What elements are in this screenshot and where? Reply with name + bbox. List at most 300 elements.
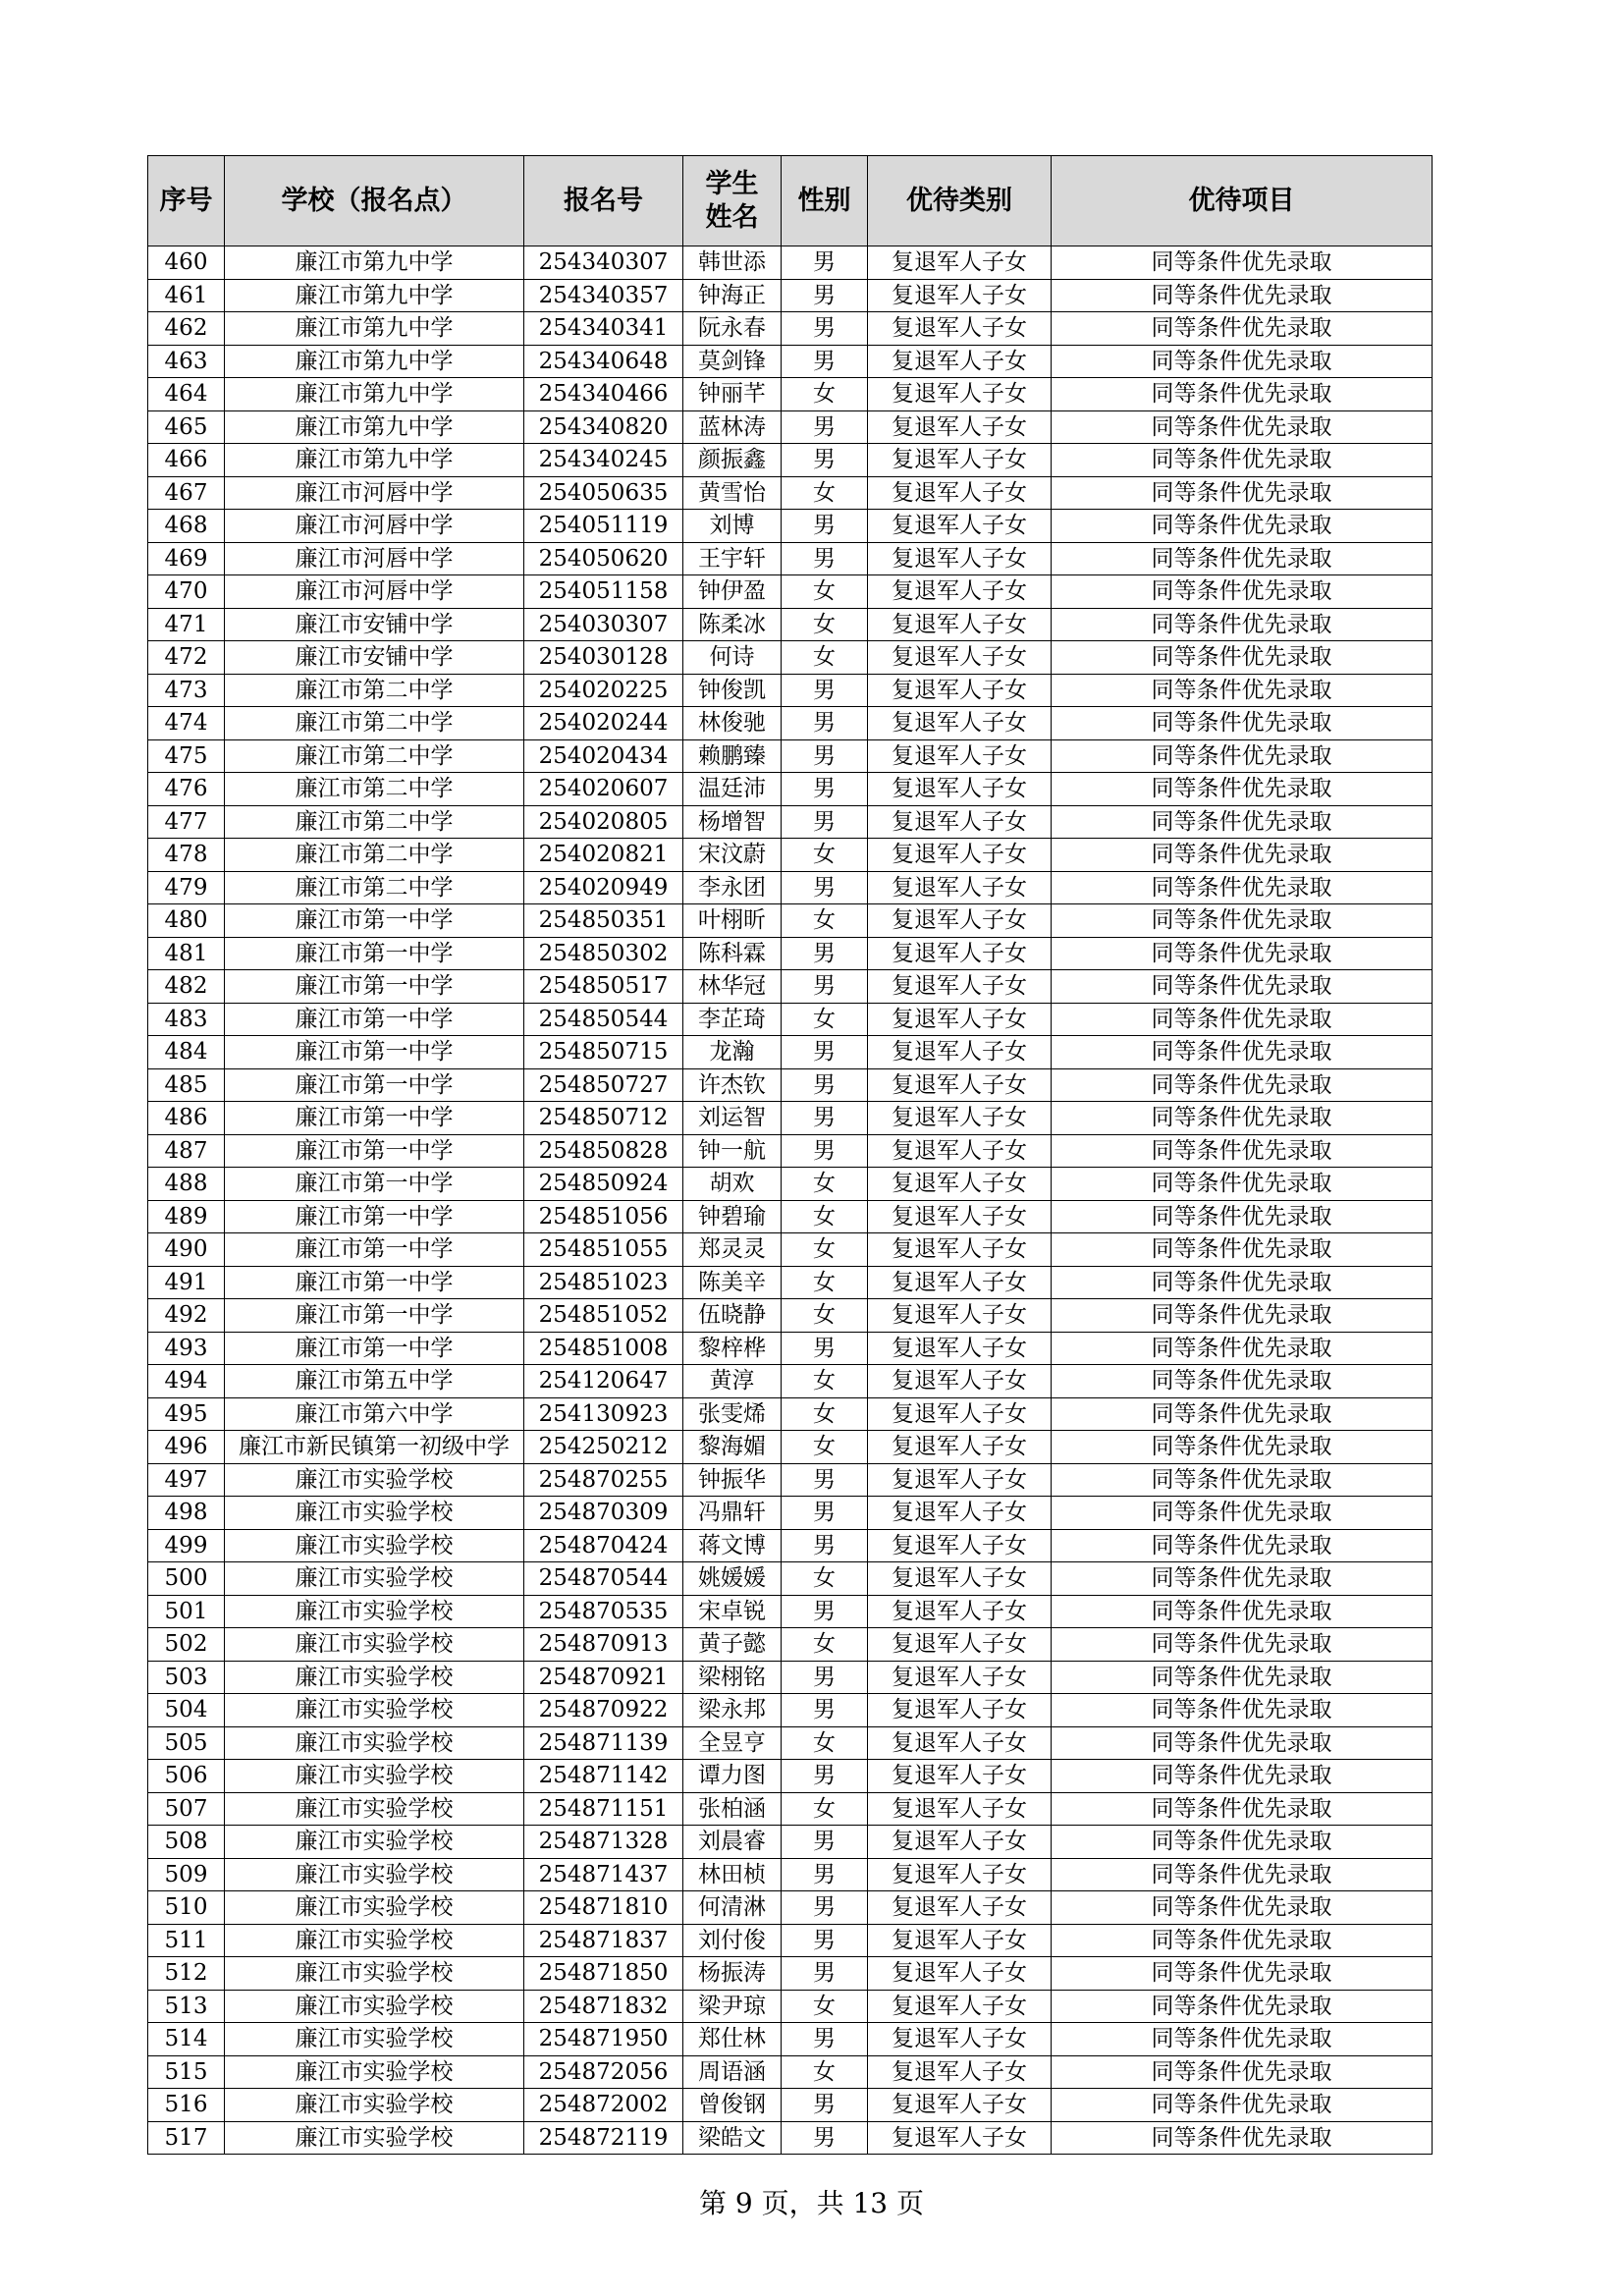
cell-student-name: 杨振涛 — [683, 1957, 782, 1991]
cell-gender: 男 — [782, 1924, 868, 1957]
cell-item: 同等条件优先录取 — [1052, 773, 1433, 806]
cell-student-name: 黄淳 — [683, 1365, 782, 1398]
cell-index: 515 — [148, 2055, 225, 2089]
cell-category: 复退军人子女 — [868, 542, 1052, 575]
cell-school: 廉江市河唇中学 — [225, 510, 524, 543]
cell-school: 廉江市实验学校 — [225, 1924, 524, 1957]
cell-student-name: 林华冠 — [683, 970, 782, 1004]
cell-item: 同等条件优先录取 — [1052, 937, 1433, 970]
cell-registration-no: 254871837 — [524, 1924, 683, 1957]
table-row — [148, 1200, 1433, 1233]
cell-registration-no: 254120647 — [524, 1365, 683, 1398]
table-row — [148, 1792, 1433, 1826]
cell-gender: 女 — [782, 2055, 868, 2089]
cell-item: 同等条件优先录取 — [1052, 510, 1433, 543]
cell-category: 复退军人子女 — [868, 1003, 1052, 1036]
cell-category: 复退军人子女 — [868, 1431, 1052, 1464]
cell-gender: 男 — [782, 1497, 868, 1530]
cell-registration-no: 254020607 — [524, 773, 683, 806]
cell-registration-no: 254871850 — [524, 1957, 683, 1991]
cell-registration-no: 254872056 — [524, 2055, 683, 2089]
table-row — [148, 970, 1433, 1004]
header-item: 优待项目 — [1052, 156, 1433, 246]
table-row — [148, 674, 1433, 707]
cell-school: 廉江市第一中学 — [225, 1233, 524, 1267]
cell-gender: 男 — [782, 773, 868, 806]
cell-registration-no: 254020244 — [524, 707, 683, 740]
cell-school: 廉江市第一中学 — [225, 970, 524, 1004]
cell-student-name: 全昱亨 — [683, 1726, 782, 1760]
cell-school: 廉江市实验学校 — [225, 1957, 524, 1991]
cell-registration-no: 254871437 — [524, 1858, 683, 1891]
cell-item: 同等条件优先录取 — [1052, 1891, 1433, 1925]
table-row — [148, 937, 1433, 970]
cell-category: 复退军人子女 — [868, 1760, 1052, 1793]
cell-index: 508 — [148, 1826, 225, 1859]
cell-school: 廉江市第一中学 — [225, 1200, 524, 1233]
cell-gender: 男 — [782, 1694, 868, 1727]
table-row — [148, 608, 1433, 641]
cell-index: 493 — [148, 1332, 225, 1365]
cell-item: 同等条件优先录取 — [1052, 1397, 1433, 1431]
cell-category: 复退军人子女 — [868, 1990, 1052, 2023]
cell-registration-no: 254870922 — [524, 1694, 683, 1727]
cell-school: 廉江市实验学校 — [225, 1858, 524, 1891]
cell-registration-no: 254340648 — [524, 345, 683, 378]
cell-category: 复退军人子女 — [868, 1924, 1052, 1957]
cell-item: 同等条件优先录取 — [1052, 1299, 1433, 1333]
cell-student-name: 韩世添 — [683, 246, 782, 280]
cell-index: 503 — [148, 1661, 225, 1694]
cell-gender: 男 — [782, 707, 868, 740]
cell-student-name: 黄子懿 — [683, 1628, 782, 1662]
table-row — [148, 2089, 1433, 2122]
cell-gender: 女 — [782, 608, 868, 641]
table-row — [148, 378, 1433, 411]
cell-item: 同等条件优先录取 — [1052, 641, 1433, 675]
cell-category: 复退军人子女 — [868, 510, 1052, 543]
cell-index: 471 — [148, 608, 225, 641]
cell-category: 复退军人子女 — [868, 1036, 1052, 1069]
cell-category: 复退军人子女 — [868, 1102, 1052, 1135]
cell-gender: 女 — [782, 1628, 868, 1662]
cell-item: 同等条件优先录取 — [1052, 1463, 1433, 1497]
cell-category: 复退军人子女 — [868, 246, 1052, 280]
cell-index: 486 — [148, 1102, 225, 1135]
admission-table — [147, 155, 1433, 2155]
table-row — [148, 1628, 1433, 1662]
cell-index: 511 — [148, 1924, 225, 1957]
cell-school: 廉江市安铺中学 — [225, 641, 524, 675]
cell-index: 505 — [148, 1726, 225, 1760]
cell-category: 复退军人子女 — [868, 1397, 1052, 1431]
table-row — [148, 1661, 1433, 1694]
cell-school: 廉江市第一中学 — [225, 1068, 524, 1102]
cell-student-name: 蒋文博 — [683, 1529, 782, 1562]
cell-index: 478 — [148, 839, 225, 872]
cell-registration-no: 254340466 — [524, 378, 683, 411]
cell-school: 廉江市第九中学 — [225, 378, 524, 411]
cell-gender: 男 — [782, 2089, 868, 2122]
cell-student-name: 刘博 — [683, 510, 782, 543]
cell-category: 复退军人子女 — [868, 1595, 1052, 1628]
cell-student-name: 杨增智 — [683, 805, 782, 839]
cell-registration-no: 254340245 — [524, 444, 683, 477]
cell-registration-no: 254850715 — [524, 1036, 683, 1069]
cell-gender: 男 — [782, 1332, 868, 1365]
cell-index: 516 — [148, 2089, 225, 2122]
cell-student-name: 颜振鑫 — [683, 444, 782, 477]
cell-index: 462 — [148, 312, 225, 346]
cell-gender: 男 — [782, 510, 868, 543]
cell-student-name: 黄雪怡 — [683, 476, 782, 510]
cell-student-name: 胡欢 — [683, 1168, 782, 1201]
cell-item: 同等条件优先录取 — [1052, 970, 1433, 1004]
table-row — [148, 1233, 1433, 1267]
cell-item: 同等条件优先录取 — [1052, 1497, 1433, 1530]
table-row — [148, 279, 1433, 312]
cell-gender: 女 — [782, 1233, 868, 1267]
cell-student-name: 陈科霖 — [683, 937, 782, 970]
cell-gender: 女 — [782, 1003, 868, 1036]
cell-student-name: 张柏涵 — [683, 1792, 782, 1826]
cell-registration-no: 254850302 — [524, 937, 683, 970]
cell-school: 廉江市第二中学 — [225, 839, 524, 872]
cell-school: 廉江市第一中学 — [225, 1332, 524, 1365]
cell-student-name: 钟丽芊 — [683, 378, 782, 411]
cell-student-name: 赖鹏臻 — [683, 739, 782, 773]
table-row — [148, 1826, 1433, 1859]
cell-registration-no: 254340307 — [524, 246, 683, 280]
cell-index: 489 — [148, 1200, 225, 1233]
cell-student-name: 冯鼎轩 — [683, 1497, 782, 1530]
cell-item: 同等条件优先录取 — [1052, 246, 1433, 280]
cell-category: 复退军人子女 — [868, 1134, 1052, 1168]
cell-category: 复退军人子女 — [868, 1826, 1052, 1859]
cell-category: 复退军人子女 — [868, 1891, 1052, 1925]
cell-category: 复退军人子女 — [868, 2121, 1052, 2155]
cell-index: 491 — [148, 1266, 225, 1299]
cell-index: 507 — [148, 1792, 225, 1826]
table-row — [148, 1003, 1433, 1036]
cell-item: 同等条件优先录取 — [1052, 805, 1433, 839]
cell-registration-no: 254050620 — [524, 542, 683, 575]
cell-index: 463 — [148, 345, 225, 378]
cell-registration-no: 254051119 — [524, 510, 683, 543]
cell-category: 复退军人子女 — [868, 2089, 1052, 2122]
cell-registration-no: 254851052 — [524, 1299, 683, 1333]
cell-index: 514 — [148, 2023, 225, 2056]
cell-gender: 女 — [782, 1562, 868, 1596]
cell-item: 同等条件优先录取 — [1052, 1266, 1433, 1299]
table-body — [148, 246, 1433, 2155]
cell-school: 廉江市第一中学 — [225, 1299, 524, 1333]
cell-gender: 女 — [782, 1397, 868, 1431]
cell-student-name: 陈美辛 — [683, 1266, 782, 1299]
cell-category: 复退军人子女 — [868, 904, 1052, 938]
cell-item: 同等条件优先录取 — [1052, 1529, 1433, 1562]
cell-category: 复退军人子女 — [868, 1463, 1052, 1497]
cell-student-name: 钟海正 — [683, 279, 782, 312]
cell-category: 复退军人子女 — [868, 1726, 1052, 1760]
cell-school: 廉江市第二中学 — [225, 739, 524, 773]
table-row — [148, 575, 1433, 609]
cell-index: 468 — [148, 510, 225, 543]
table-row — [148, 805, 1433, 839]
cell-gender: 男 — [782, 1957, 868, 1991]
cell-registration-no: 254850544 — [524, 1003, 683, 1036]
cell-school: 廉江市实验学校 — [225, 1726, 524, 1760]
cell-registration-no: 254871950 — [524, 2023, 683, 2056]
cell-category: 复退军人子女 — [868, 871, 1052, 904]
header-row — [148, 156, 1433, 246]
cell-index: 479 — [148, 871, 225, 904]
cell-student-name: 王宇轩 — [683, 542, 782, 575]
cell-category: 复退军人子女 — [868, 937, 1052, 970]
cell-gender: 男 — [782, 1529, 868, 1562]
cell-student-name: 梁永邦 — [683, 1694, 782, 1727]
cell-student-name: 李芷琦 — [683, 1003, 782, 1036]
cell-item: 同等条件优先录取 — [1052, 1168, 1433, 1201]
cell-school: 廉江市实验学校 — [225, 2023, 524, 2056]
cell-gender: 男 — [782, 312, 868, 346]
cell-item: 同等条件优先录取 — [1052, 1826, 1433, 1859]
cell-student-name: 宋卓锐 — [683, 1595, 782, 1628]
cell-registration-no: 254871810 — [524, 1891, 683, 1925]
cell-index: 488 — [148, 1168, 225, 1201]
cell-index: 497 — [148, 1463, 225, 1497]
cell-index: 494 — [148, 1365, 225, 1398]
table-row — [148, 1562, 1433, 1596]
cell-item: 同等条件优先录取 — [1052, 839, 1433, 872]
cell-category: 复退军人子女 — [868, 378, 1052, 411]
cell-registration-no: 254030307 — [524, 608, 683, 641]
cell-category: 复退军人子女 — [868, 1858, 1052, 1891]
cell-item: 同等条件优先录取 — [1052, 1726, 1433, 1760]
cell-registration-no: 254850712 — [524, 1102, 683, 1135]
cell-school: 廉江市第一中学 — [225, 937, 524, 970]
cell-item: 同等条件优先录取 — [1052, 1102, 1433, 1135]
cell-school: 廉江市安铺中学 — [225, 608, 524, 641]
cell-gender: 女 — [782, 575, 868, 609]
cell-gender: 男 — [782, 542, 868, 575]
cell-item: 同等条件优先录取 — [1052, 444, 1433, 477]
cell-item: 同等条件优先录取 — [1052, 707, 1433, 740]
header-school: 学校（报名点） — [225, 156, 524, 246]
cell-registration-no: 254871142 — [524, 1760, 683, 1793]
cell-gender: 男 — [782, 1134, 868, 1168]
cell-gender: 男 — [782, 2121, 868, 2155]
cell-gender: 男 — [782, 1760, 868, 1793]
cell-gender: 男 — [782, 2023, 868, 2056]
cell-registration-no: 254020821 — [524, 839, 683, 872]
cell-student-name: 钟伊盈 — [683, 575, 782, 609]
cell-student-name: 何清淋 — [683, 1891, 782, 1925]
header-student-name — [683, 156, 782, 246]
cell-student-name: 陈柔冰 — [683, 608, 782, 641]
cell-category: 复退军人子女 — [868, 1694, 1052, 1727]
cell-gender: 女 — [782, 1200, 868, 1233]
cell-student-name: 郑灵灵 — [683, 1233, 782, 1267]
cell-school: 廉江市第六中学 — [225, 1397, 524, 1431]
cell-category: 复退军人子女 — [868, 773, 1052, 806]
cell-school: 廉江市第二中学 — [225, 871, 524, 904]
cell-item: 同等条件优先录取 — [1052, 1694, 1433, 1727]
table-row — [148, 773, 1433, 806]
cell-student-name: 钟俊凯 — [683, 674, 782, 707]
cell-item: 同等条件优先录取 — [1052, 312, 1433, 346]
cell-item: 同等条件优先录取 — [1052, 279, 1433, 312]
cell-gender: 男 — [782, 1826, 868, 1859]
cell-gender: 男 — [782, 805, 868, 839]
cell-item: 同等条件优先录取 — [1052, 410, 1433, 444]
cell-school: 廉江市第九中学 — [225, 444, 524, 477]
table-row — [148, 1168, 1433, 1201]
cell-school: 廉江市第九中学 — [225, 312, 524, 346]
cell-school: 廉江市实验学校 — [225, 1628, 524, 1662]
cell-item: 同等条件优先录取 — [1052, 871, 1433, 904]
table-row — [148, 2121, 1433, 2155]
cell-category: 复退军人子女 — [868, 2023, 1052, 2056]
cell-school: 廉江市河唇中学 — [225, 542, 524, 575]
cell-registration-no: 254851056 — [524, 1200, 683, 1233]
cell-student-name: 曾俊钢 — [683, 2089, 782, 2122]
cell-item: 同等条件优先录取 — [1052, 1332, 1433, 1365]
cell-item: 同等条件优先录取 — [1052, 2121, 1433, 2155]
cell-registration-no: 254340357 — [524, 279, 683, 312]
cell-index: 485 — [148, 1068, 225, 1102]
cell-item: 同等条件优先录取 — [1052, 2023, 1433, 2056]
cell-student-name: 黎梓桦 — [683, 1332, 782, 1365]
cell-category: 复退军人子女 — [868, 1957, 1052, 1991]
cell-school: 廉江市实验学校 — [225, 1497, 524, 1530]
cell-registration-no: 254020225 — [524, 674, 683, 707]
cell-category: 复退军人子女 — [868, 1233, 1052, 1267]
cell-item: 同等条件优先录取 — [1052, 608, 1433, 641]
cell-index: 474 — [148, 707, 225, 740]
cell-category: 复退军人子女 — [868, 674, 1052, 707]
cell-school: 廉江市新民镇第一初级中学 — [225, 1431, 524, 1464]
cell-school: 廉江市第二中学 — [225, 773, 524, 806]
cell-index: 465 — [148, 410, 225, 444]
cell-item: 同等条件优先录取 — [1052, 378, 1433, 411]
cell-category: 复退军人子女 — [868, 608, 1052, 641]
cell-item: 同等条件优先录取 — [1052, 476, 1433, 510]
cell-registration-no: 254850517 — [524, 970, 683, 1004]
cell-registration-no: 254340820 — [524, 410, 683, 444]
cell-index: 504 — [148, 1694, 225, 1727]
cell-item: 同等条件优先录取 — [1052, 904, 1433, 938]
cell-student-name: 林田桢 — [683, 1858, 782, 1891]
cell-item: 同等条件优先录取 — [1052, 2055, 1433, 2089]
page-footer: 第 9 页，共 13 页 — [698, 2187, 925, 2219]
cell-category: 复退军人子女 — [868, 707, 1052, 740]
cell-gender: 男 — [782, 246, 868, 280]
cell-category: 复退军人子女 — [868, 805, 1052, 839]
cell-registration-no: 254870921 — [524, 1661, 683, 1694]
cell-item: 同等条件优先录取 — [1052, 1562, 1433, 1596]
table-row — [148, 1694, 1433, 1727]
cell-index: 464 — [148, 378, 225, 411]
cell-category: 复退军人子女 — [868, 839, 1052, 872]
cell-school: 廉江市河唇中学 — [225, 575, 524, 609]
cell-index: 476 — [148, 773, 225, 806]
cell-registration-no: 254020434 — [524, 739, 683, 773]
cell-student-name: 梁皓文 — [683, 2121, 782, 2155]
cell-registration-no: 254050635 — [524, 476, 683, 510]
cell-school: 廉江市河唇中学 — [225, 476, 524, 510]
cell-index: 473 — [148, 674, 225, 707]
table-row — [148, 1365, 1433, 1398]
cell-item: 同等条件优先录取 — [1052, 1431, 1433, 1464]
cell-registration-no: 254850924 — [524, 1168, 683, 1201]
cell-category: 复退军人子女 — [868, 1200, 1052, 1233]
cell-index: 487 — [148, 1134, 225, 1168]
cell-student-name: 温廷沛 — [683, 773, 782, 806]
cell-school: 廉江市第一中学 — [225, 1266, 524, 1299]
cell-category: 复退军人子女 — [868, 1168, 1052, 1201]
cell-category: 复退军人子女 — [868, 279, 1052, 312]
cell-student-name: 莫剑锋 — [683, 345, 782, 378]
cell-index: 483 — [148, 1003, 225, 1036]
cell-school: 廉江市第九中学 — [225, 345, 524, 378]
cell-gender: 女 — [782, 1726, 868, 1760]
cell-item: 同等条件优先录取 — [1052, 1957, 1433, 1991]
cell-school: 廉江市实验学校 — [225, 2121, 524, 2155]
cell-registration-no: 254870309 — [524, 1497, 683, 1530]
table-row — [148, 1299, 1433, 1333]
cell-student-name: 宋汶蔚 — [683, 839, 782, 872]
cell-item: 同等条件优先录取 — [1052, 1760, 1433, 1793]
cell-student-name: 蓝林涛 — [683, 410, 782, 444]
cell-index: 496 — [148, 1431, 225, 1464]
cell-registration-no: 254851055 — [524, 1233, 683, 1267]
cell-registration-no: 254871832 — [524, 1990, 683, 2023]
cell-index: 467 — [148, 476, 225, 510]
cell-registration-no: 254870424 — [524, 1529, 683, 1562]
cell-school: 廉江市实验学校 — [225, 1694, 524, 1727]
cell-item: 同等条件优先录取 — [1052, 739, 1433, 773]
table-row — [148, 1891, 1433, 1925]
cell-index: 509 — [148, 1858, 225, 1891]
table-row — [148, 2023, 1433, 2056]
cell-category: 复退军人子女 — [868, 1628, 1052, 1662]
cell-school: 廉江市实验学校 — [225, 1792, 524, 1826]
cell-school: 廉江市实验学校 — [225, 1891, 524, 1925]
cell-item: 同等条件优先录取 — [1052, 1200, 1433, 1233]
table-row — [148, 312, 1433, 346]
cell-index: 513 — [148, 1990, 225, 2023]
cell-gender: 男 — [782, 1858, 868, 1891]
cell-item: 同等条件优先录取 — [1052, 674, 1433, 707]
cell-gender: 男 — [782, 410, 868, 444]
table-row — [148, 1266, 1433, 1299]
cell-category: 复退军人子女 — [868, 1332, 1052, 1365]
cell-student-name: 钟一航 — [683, 1134, 782, 1168]
cell-registration-no: 254872002 — [524, 2089, 683, 2122]
header-index: 序号 — [148, 156, 225, 246]
cell-school: 廉江市实验学校 — [225, 1990, 524, 2023]
cell-student-name: 刘晨睿 — [683, 1826, 782, 1859]
cell-school: 廉江市第五中学 — [225, 1365, 524, 1398]
cell-index: 492 — [148, 1299, 225, 1333]
table-row — [148, 1068, 1433, 1102]
cell-gender: 男 — [782, 937, 868, 970]
cell-gender: 女 — [782, 1990, 868, 2023]
table-row — [148, 1036, 1433, 1069]
cell-category: 复退军人子女 — [868, 1299, 1052, 1333]
cell-index: 460 — [148, 246, 225, 280]
